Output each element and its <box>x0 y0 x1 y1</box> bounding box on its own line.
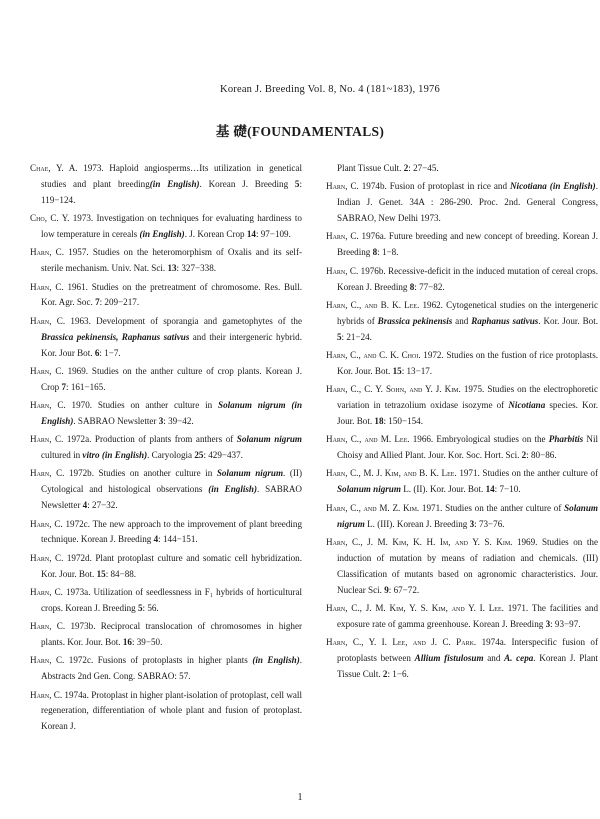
reference-author: Harn, C. <box>30 586 63 597</box>
reference-text: 1975. Studies on the electrophoretic variation in tetrazolium oxidase isozyme of <box>337 384 598 411</box>
reference-text: Nil Choisy and Allied Plant. Jour. Kor. Soc. Hort. Sci. <box>337 434 599 461</box>
reference-text: Solanum nigrum <box>337 484 401 495</box>
reference-text: and <box>452 315 472 326</box>
reference-entry <box>30 211 302 243</box>
reference-text: . SABRAO Newsletter <box>73 415 159 426</box>
reference-author: Harn, C., and B. K. Lee. <box>326 299 420 310</box>
reference-text: : 73−76. <box>474 518 505 529</box>
reference-author: Harn, C. <box>30 247 65 258</box>
reference-author: Harn, C., J. M. Kim, Y. S. Kim, and Y. I. Lee. <box>326 602 504 613</box>
reference-entry <box>30 517 302 549</box>
reference-author: Harn, C. <box>30 315 66 326</box>
reference-text: Solanum nigrum <box>236 434 302 445</box>
reference-entry <box>30 432 302 464</box>
reference-text: 1974a. Interspecific fusion of protoplasts between <box>337 637 598 663</box>
reference-text: : 97−109. <box>255 229 291 240</box>
reference-text: 1974b. Fusion of protoplast in rice and <box>358 181 510 192</box>
reference-entry <box>30 364 302 396</box>
reference-text: and <box>483 652 505 663</box>
reference-text: . Caryologia <box>147 450 195 461</box>
reference-text: (in English) <box>252 655 300 666</box>
reference-text: : 327−338. <box>176 263 217 274</box>
reference-text: 3 <box>158 415 164 426</box>
reference-text: 18 <box>374 415 384 426</box>
reference-text: : 13−17. <box>401 365 433 376</box>
reference-text: 1971. Studies on the anther culture of <box>419 502 565 513</box>
reference-author: Harn, C. <box>30 468 65 479</box>
reference-text: 9 <box>384 584 389 595</box>
reference-entry <box>30 398 302 430</box>
section-title: 基 礎(FOUNDAMENTALS) <box>215 124 385 139</box>
reference-entry <box>326 298 598 346</box>
reference-entry <box>326 161 598 177</box>
reference-author: Harn, C. <box>326 181 359 192</box>
reference-text: Nicotiana (in English) <box>509 181 596 192</box>
reference-text: : 56. <box>142 602 159 613</box>
reference-text: vitro (in English) <box>82 450 148 461</box>
reference-text: : 7−10. <box>494 484 521 495</box>
reference-text: 5 <box>337 331 342 342</box>
reference-author: Harn, C. <box>30 655 65 666</box>
reference-text: 1976a. Future breeding and new concept of breeding. Korean J. Breeding <box>337 231 598 258</box>
reference-text: 1966. Embryological studies on the <box>409 434 549 445</box>
reference-text: : 1−6. <box>387 668 409 679</box>
reference-text: Plant Tissue Cult. <box>337 163 404 173</box>
reference-entry <box>326 601 598 633</box>
reference-author: Harn, C. <box>30 689 63 700</box>
reference-text: 1963. Development of sporangia and gametophytes of the <box>65 315 303 326</box>
reference-text: 5 <box>294 178 300 189</box>
reference-author: Harn, C. <box>30 552 64 563</box>
reference-text: 2 <box>521 450 527 461</box>
reference-text: 1970. Studies on anther culture in <box>65 400 219 411</box>
reference-text: 1969. Studies on the anther culture of crop plants. Korean J. Crop <box>41 365 302 392</box>
reference-text: Solanum nigrum (in English) <box>41 400 303 426</box>
reference-text: 1972c. Fusions of protoplasts in higher plants <box>64 655 253 666</box>
reference-author: Harn, C., and M. Lee. <box>326 434 410 445</box>
reference-entry <box>30 653 302 685</box>
reference-text: : 144−151. <box>158 534 198 545</box>
reference-entry <box>30 314 302 362</box>
reference-text: 3 <box>545 618 551 629</box>
reference-author: Harn, C. <box>30 400 66 411</box>
reference-text: 25 <box>194 450 204 461</box>
reference-text: (in English) <box>149 178 200 189</box>
reference-author: Harn, C., and M. Z. Kim. <box>326 502 420 513</box>
journal-citation: Korean J. Breeding Vol. 8, No. 4 (181~183), 1976 <box>220 84 440 95</box>
reference-text: : 39−42. <box>163 415 194 426</box>
reference-text: . Korean J. Breeding <box>199 178 295 189</box>
reference-text: : 209−217. <box>99 297 140 308</box>
reference-author: Harn, C. <box>30 281 64 292</box>
reference-text: 4 <box>153 534 159 545</box>
reference-text: : 84−88. <box>105 568 137 579</box>
reference-text: : 80−86. <box>526 450 557 461</box>
reference-entry <box>326 635 598 683</box>
journal-header <box>0 84 600 95</box>
reference-text: 1971. Studies on the anther culture of <box>456 468 598 479</box>
reference-text: 15 <box>96 568 106 579</box>
reference-entry <box>326 535 598 599</box>
reference-text: Pharbitis <box>548 434 584 445</box>
reference-text: . (II) Cytological and histological observations <box>41 468 302 495</box>
reference-text: 1973. Haploid angiosperms…Its utilization in genetical studies and plant breeding <box>41 163 302 189</box>
reference-text: 1961. Studies on the pretreatment of chromosome. Res. Bull. Kor. Agr. Soc. <box>41 281 302 308</box>
reference-text: Raphanus sativus <box>471 315 539 326</box>
reference-author: Harn, C., C. Y. Sohn, and Y. J. Kim. <box>326 384 461 395</box>
reference-column-right <box>326 161 598 685</box>
reference-text: A. cepa <box>504 652 534 663</box>
reference-text: 1972c. The new approach to the improvement of plant breeding technique. Korean J. Breeding <box>41 518 302 545</box>
reference-text: and their intergeneric hybrid. Kor. Jour Bot. <box>41 331 302 358</box>
reference-text: species. Kor. Jour. Bot. <box>337 400 598 426</box>
reference-text: Solanum nigrum <box>216 468 284 479</box>
reference-text: : 27−32. <box>87 500 118 511</box>
reference-text: : 67−72. <box>388 584 420 595</box>
reference-text: . J. Korean Crop <box>184 229 247 240</box>
reference-author: Harn, C. <box>326 231 359 242</box>
reference-text: 1972d. Plant protoplast culture and somatic cell hybridization. Kor. Jour. Bot. <box>41 552 303 579</box>
reference-author: Harn, C., J. M. Kim, K. H. Im, and Y. S. Kim. <box>326 536 513 547</box>
reference-text: Allium fistulosum <box>414 652 484 663</box>
reference-text: : 27−45. <box>408 163 439 173</box>
page-number: 1 <box>297 792 303 803</box>
reference-text: Nicotiana <box>508 400 546 411</box>
reference-author: Harn, C. <box>30 434 64 445</box>
reference-author: Harn, C. <box>326 265 359 276</box>
reference-text: . Indian J. Genet. 34A : 286-290. Proc. 2nd. General Congress, SABRAO, New Delhi 1973. <box>337 181 598 224</box>
reference-text: 2 <box>403 163 409 173</box>
reference-text: 15 <box>392 365 402 376</box>
reference-text: 1973a. Utilization of seedlessness in F₁ hybrids of horticultural crops. Korean J. Breeding <box>41 586 303 613</box>
reference-text: 7 <box>95 297 100 308</box>
reference-text: Solanum nigrum <box>337 502 598 529</box>
reference-text: 1973b. Reciprocal translocation of chromosomes in higher plants. Kor. Jour. Bot. <box>41 621 303 648</box>
reference-entry <box>30 585 302 617</box>
reference-text: : 77−82. <box>414 281 445 292</box>
reference-text: 1972a. Production of plants from anthers of <box>63 434 237 445</box>
reference-text: : 39−50. <box>131 637 163 648</box>
reference-text: 14 <box>246 229 256 240</box>
reference-text: 13 <box>167 263 177 274</box>
reference-text: 6 <box>94 347 100 358</box>
reference-text: 1972. Studies on the fustion of rice protoplasts. Kor. Jour. Bot. <box>337 349 599 376</box>
reference-entry <box>326 348 598 380</box>
reference-text: 1972b. Studies on another culture in <box>64 468 217 479</box>
reference-text: cultured in <box>41 450 83 461</box>
reference-text: (in English) <box>139 229 185 240</box>
reference-text: Brassica pekinensis <box>377 315 453 326</box>
reference-text: 14 <box>485 484 495 495</box>
reference-text: : 119−124. <box>41 178 302 205</box>
reference-entry <box>30 466 302 514</box>
reference-text: 7 <box>61 381 67 392</box>
reference-author: Harn, C., Y. I. Lee, and J. C. Park. <box>326 637 477 648</box>
reference-text: 1971. The facilities and exposure rate of gamma greenhouse. Korean J. Breeding <box>337 602 599 629</box>
reference-column-left <box>30 161 302 738</box>
reference-text: . SABRAO Newsletter <box>41 484 302 511</box>
reference-author: Harn, C. <box>30 518 63 529</box>
reference-entry <box>30 551 302 583</box>
reference-text: 16 <box>122 637 132 648</box>
reference-text: Brassica pekinensis, Raphanus sativus <box>41 331 190 342</box>
reference-author: Harn, C. <box>30 621 66 632</box>
reference-text: 4 <box>82 500 88 511</box>
reference-text: : 1−8. <box>377 247 399 258</box>
reference-text: : 161−165. <box>66 381 106 392</box>
reference-text: 8 <box>372 247 378 258</box>
reference-entry <box>326 432 598 464</box>
reference-entry <box>30 688 302 736</box>
reference-text: 1962. Cytogenetical studies on the intergeneric hybrids of <box>337 299 599 326</box>
reference-author: Harn, C. <box>30 365 64 376</box>
reference-entry <box>326 264 598 296</box>
reference-author: Harn, C., M. J. Kim, and B. K. Lee. <box>326 468 457 479</box>
reference-author: Chae, Y. A. <box>30 163 78 173</box>
reference-entry <box>30 280 302 312</box>
reference-text: : 429−437. <box>203 450 243 461</box>
reference-entry <box>30 619 302 651</box>
reference-text: 5 <box>137 602 143 613</box>
reference-text: . Abstracts 2nd Gen. Cong. SABRAO: 57. <box>41 655 303 682</box>
reference-text: . Kor. Jour. Bot. <box>538 315 599 326</box>
reference-text: 3 <box>469 518 475 529</box>
reference-entry <box>326 466 598 498</box>
reference-author: Cho, C. Y. <box>30 213 70 224</box>
reference-text: : 93−97. <box>550 618 581 629</box>
reference-text: L. (III). Korean J. Breeding <box>364 518 470 529</box>
reference-entry <box>326 229 598 261</box>
reference-entry <box>30 161 302 209</box>
reference-entry <box>30 245 302 277</box>
reference-text: 1974a. Protoplast in higher plant-isolation of protoplast, cell wall regeneration, differentiation of whole plant and fusion of protoplast. Korean J. <box>41 689 302 732</box>
reference-text: L. (II). Kor. Jour. Bot. <box>400 484 486 495</box>
reference-text: 1969. Studies on the induction of mutation by means of radiation and chemicals. (III) Classification of mutants based on agronomic characteristics. Jour. Nuclear Sci. <box>337 536 598 595</box>
reference-text: : 150−154. <box>383 415 423 426</box>
reference-author: Harn, C., and C. K. Choi. <box>326 349 421 360</box>
reference-entry <box>326 382 598 430</box>
reference-entry <box>326 501 598 533</box>
reference-text: 1957. Studies on the heteromorphism of Oxalis and its self-sterile mechanism. Univ. Nat. Sci. <box>41 247 303 274</box>
reference-text: 1973. Investigation on techniques for evaluating hardiness to low temperature in cereals <box>41 213 302 240</box>
reference-text: : 1−7. <box>99 347 121 358</box>
reference-text: 1976b. Recessive-deficit in the induced mutation of cereal crops. Korean J. Breeding <box>337 265 598 292</box>
reference-text: . Korean J. Plant Tissue Cult. <box>337 652 598 679</box>
reference-text: 2 <box>382 668 388 679</box>
reference-entry <box>326 179 598 227</box>
reference-text: 8 <box>409 281 415 292</box>
reference-text: (in English) <box>208 484 258 495</box>
reference-text: : 21−24. <box>341 331 372 342</box>
